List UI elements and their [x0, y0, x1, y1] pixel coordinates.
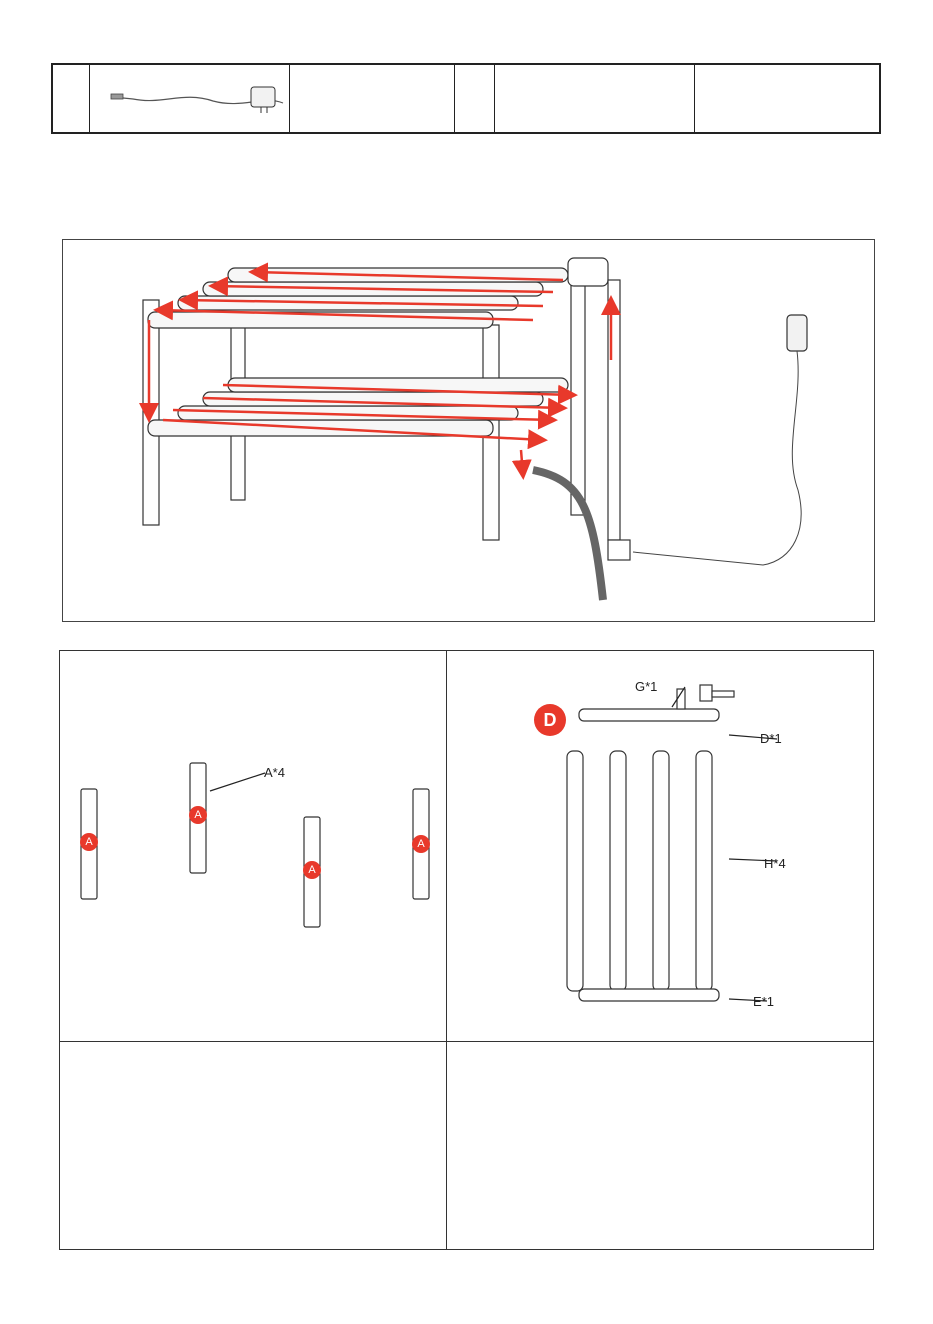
table-cell-divider	[694, 65, 695, 132]
part-a-badge: A	[412, 835, 430, 853]
parts-table-row	[51, 63, 881, 134]
table-cell-divider	[494, 65, 495, 132]
part-h-count: H*4	[764, 856, 786, 871]
table-cell-divider	[89, 65, 90, 132]
legs-a-drawing	[60, 651, 446, 1041]
part-a-count: A*4	[264, 765, 285, 780]
assembled-system-diagram	[62, 239, 875, 622]
assembly-steps-grid	[59, 650, 874, 1250]
part-a-badge: A	[80, 833, 98, 851]
part-a-badge: A	[303, 861, 321, 879]
power-adapter-icon	[103, 77, 293, 121]
tower-pipes-drawing	[447, 651, 875, 1041]
hydroponic-rack-drawing	[63, 240, 876, 623]
part-g-count: G*1	[635, 679, 658, 694]
table-cell-divider	[454, 65, 455, 132]
part-d-count: D*1	[760, 731, 782, 746]
part-a-badge: A	[189, 806, 207, 824]
grid-divider-horizontal	[60, 1041, 873, 1042]
part-e-count: E*1	[753, 994, 774, 1009]
part-d-badge: D	[534, 704, 566, 736]
